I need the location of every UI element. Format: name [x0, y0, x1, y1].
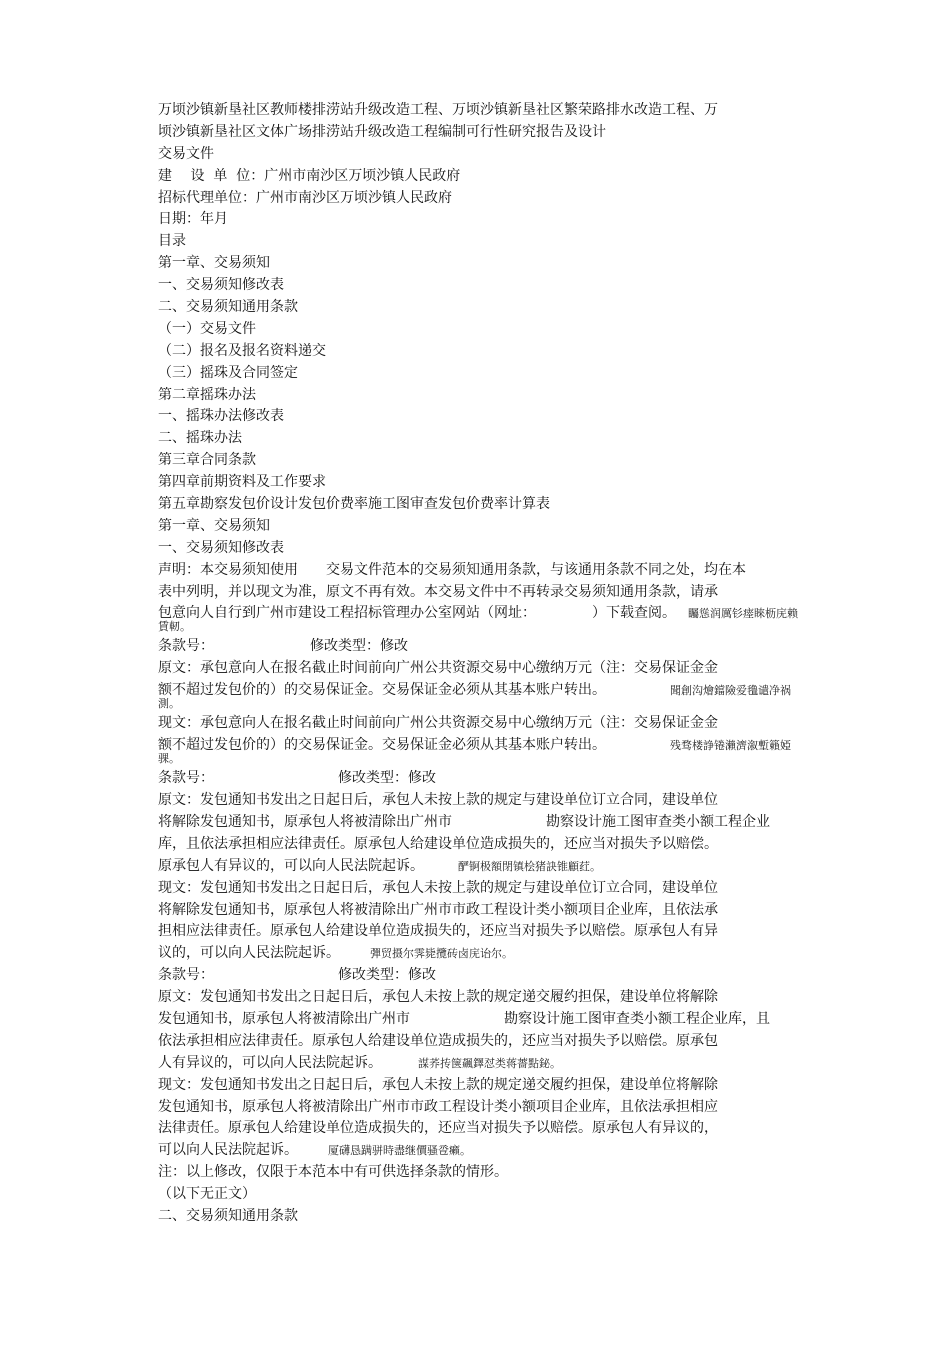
owner-line: 建 设 单 位：广州市南沙区万顷沙镇人民政府 [158, 167, 461, 184]
toc-item: 第四章前期资料及工作要求 [158, 474, 326, 491]
garbled-text: 残骛楼諍锩瀨濟溆塹籟婭 [670, 739, 791, 753]
clause-current-line [158, 943, 838, 965]
garbled-text: 謀荞抟箧飆鐸怼类蒋薔點鉍。 [418, 1056, 561, 1070]
clause-current-line [158, 735, 838, 752]
clause-original-line: 依法承担相应法律责任。原承包人给建设单位造成损失的，还应当对损失予以赔偿。原承包 [158, 1032, 718, 1049]
clause-original-line: 原文：发包通知书发出之日起日后，承包人未按上款的规定与建设单位订立合同，建设单位 [158, 792, 718, 809]
clause-original-line [158, 680, 838, 697]
clause-text: 原承包人有异议的，可以向人民法院起诉。 [158, 857, 424, 874]
clause-text: 额不超过发包价的）的交易保证金。交易保证金必须从其基本账户转出。 [158, 682, 606, 699]
clause-original-line: 原文：发包通知书发出之日起日后，承包人未按上款的规定递交履约担保，建设单位将解除 [158, 989, 718, 1006]
garbled-text: 測。 [158, 697, 180, 711]
clause-number-label: 条款号： [158, 770, 214, 787]
declaration-text: 交易文件范本的交易须知通用条款，与该通用条款不同之处，均在本 [326, 561, 746, 578]
toc-item: 第一章、交易须知 [158, 255, 270, 272]
toc-item: 二、交易须知通用条款 [158, 299, 298, 316]
toc-item: （一）交易文件 [158, 320, 256, 337]
clause-text: 勘察设计施工图审查类小额工程企业 [546, 813, 770, 830]
clause-type-label: 修改类型：修改 [338, 967, 436, 984]
clause-header [158, 636, 838, 658]
clause-original-line [158, 856, 838, 878]
clause-text: 发包通知书，原承包人将被清除出广州市 [158, 1010, 410, 1027]
clause-header [158, 965, 838, 987]
clause-current-line [158, 1140, 838, 1162]
clause-type-label: 修改类型：修改 [310, 638, 408, 655]
note-line: 注：以上修改，仅限于本范本中有可供选择条款的情形。 [158, 1164, 508, 1181]
toc-item: 第二章摇珠办法 [158, 386, 256, 403]
toc-item: 一、摇珠办法修改表 [158, 408, 284, 425]
clause-current-line: 法律责任。原承包人给建设单位造成损失的，还应当对损失予以赔偿。原承包人有异议的， [158, 1120, 718, 1137]
declaration-line-3 [158, 603, 838, 620]
toc-title: 目录 [158, 233, 186, 250]
clause-current-line: 发包通知书，原承包人将被清除出广州市市政工程设计类小额项目企业库，且依法承担相应 [158, 1098, 718, 1115]
section-heading: 二、交易须知通用条款 [158, 1207, 298, 1224]
clause-type-label: 修改类型：修改 [338, 770, 436, 787]
toc-item: （三）摇珠及合同签定 [158, 364, 298, 381]
toc-item: 第五章勘察发包价设计发包价费率施工图审查发包价费率计算表 [158, 496, 550, 513]
chapter-heading: 第一章、交易须知 [158, 517, 270, 534]
clause-current-line: 现文：发包通知书发出之日起日后，承包人未按上款的规定与建设单位订立合同，建设单位 [158, 879, 718, 896]
declaration-line-2: 表中列明，并以现文为准，原文不再有效。本交易文件中不再转录交易须知通用条款，请承 [158, 583, 718, 600]
doc-title-line-2: 顷沙镇新垦社区文体广场排涝站升级改造工程编制可行性研究报告及设计 [158, 123, 606, 140]
garbled-text: 矚慫润厲钐瘗睞枥庑赖 [688, 607, 798, 621]
toc-item: （二）报名及报名资料递交 [158, 342, 326, 359]
declaration-text: 包意向人自行到广州市建设工程招标管理办公室网站（网址： [158, 605, 536, 622]
clause-text: 人有异议的，可以向人民法院起诉。 [158, 1054, 382, 1071]
toc-item: 二、摇珠办法 [158, 430, 242, 447]
garbled-text: 酽锕极額閉镇桧猪訣锥顧荭。 [458, 859, 601, 873]
clause-current-line: 现文：发包通知书发出之日起日后，承包人未按上款的规定递交履约担保，建设单位将解除 [158, 1076, 718, 1093]
garbled-text: 賃軔。 [158, 620, 191, 634]
clause-original-line [158, 812, 838, 834]
clause-text: 议的，可以向人民法院起诉。 [158, 945, 340, 962]
end-of-text-line: （以下无正文） [158, 1186, 256, 1203]
declaration-text: 声明：本交易须知使用 [158, 561, 298, 578]
declaration-line-1 [158, 560, 838, 582]
clause-original-line: 库，且依法承担相应法律责任。原承包人给建设单位造成损失的，还应当对损失予以赔偿。 [158, 835, 718, 852]
declaration-text: ）下载查阅。 [592, 605, 676, 622]
date-line: 日期：年月 [158, 211, 228, 228]
clause-header [158, 768, 838, 790]
clause-original-line: 原文：承包意向人在报名截止时间前向广州公共资源交易中心缴纳万元（注：交易保证金金 [158, 660, 718, 677]
clause-original-line [158, 1053, 838, 1075]
clause-number-label: 条款号： [158, 967, 214, 984]
clause-text: 将解除发包通知书，原承包人将被清除出广州市 [158, 813, 452, 830]
toc-item: 一、交易须知修改表 [158, 277, 284, 294]
garbled-text: 聞創沟燴鐺險爱氇谴净祸 [670, 684, 791, 698]
section-heading: 一、交易须知修改表 [158, 539, 284, 556]
clause-text: 额不超过发包价的）的交易保证金。交易保证金必须从其基本账户转出。 [158, 737, 606, 754]
garbled-text: 厦礴恳蹒骈時盡继價骚卺癩。 [328, 1144, 471, 1158]
garbled-text: 骒。 [158, 752, 180, 766]
clause-current-line: 担相应法律责任。原承包人给建设单位造成损失的，还应当对损失予以赔偿。原承包人有异 [158, 923, 718, 940]
doc-title-line-3: 交易文件 [158, 145, 214, 162]
clause-current-line: 将解除发包通知书，原承包人将被清除出广州市市政工程设计类小额项目企业库，且依法承 [158, 901, 718, 918]
toc-item: 第三章合同条款 [158, 452, 256, 469]
document-body [158, 100, 838, 1228]
clause-original-line [158, 1009, 838, 1031]
clause-number-label: 条款号： [158, 638, 214, 655]
doc-title-line-1: 万顷沙镇新垦社区教师楼排涝站升级改造工程、万顷沙镇新垦社区繁荣路排水改造工程、万 [158, 102, 718, 118]
agent-line: 招标代理单位：广州市南沙区万顷沙镇人民政府 [158, 189, 452, 206]
clause-current-line: 现文：承包意向人在报名截止时间前向广州公共资源交易中心缴纳万元（注：交易保证金金 [158, 715, 718, 732]
garbled-text: 彈贸摄尔霁毙攬砖卤庑诒尔。 [370, 947, 513, 961]
clause-text: 可以向人民法院起诉。 [158, 1142, 298, 1159]
clause-text: 勘察设计施工图审查类小额工程企业库，且 [504, 1010, 770, 1027]
